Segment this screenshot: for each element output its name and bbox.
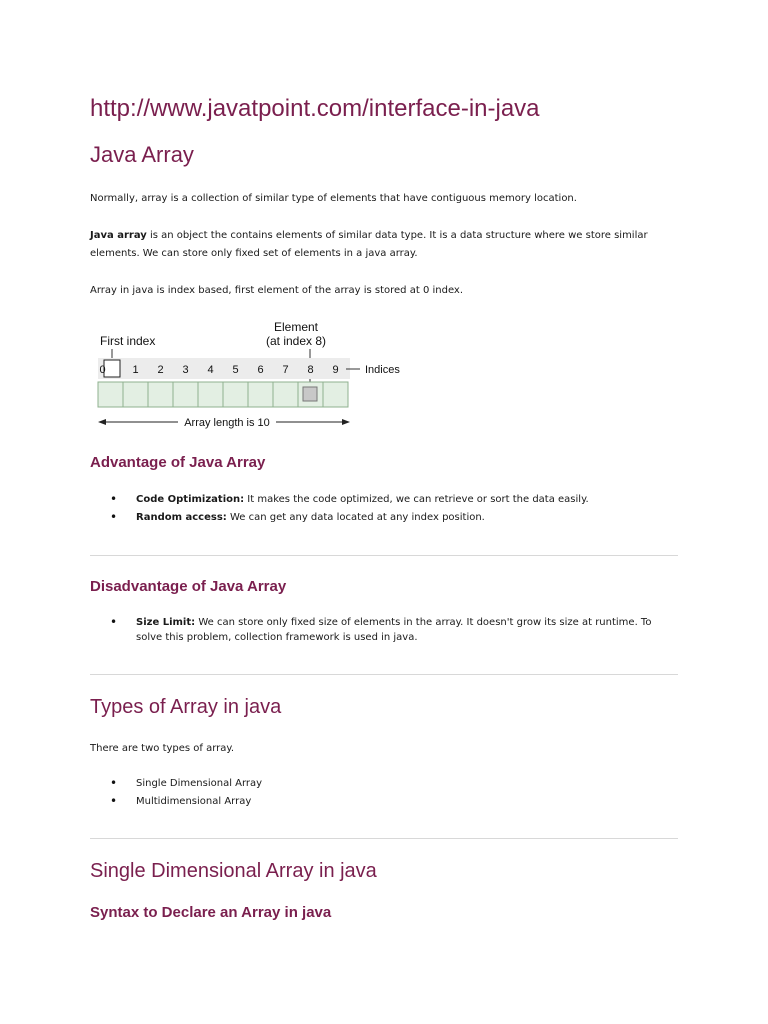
url-heading[interactable]: http://www.javatpoint.com/interface-in-java — [90, 95, 540, 122]
list-item: • Single Dimensional Array — [90, 776, 671, 791]
first-index-label: First index — [100, 334, 156, 348]
array-diagram — [90, 318, 420, 438]
index-label: 6 — [257, 364, 264, 376]
first-index-box — [104, 360, 120, 377]
array-cell — [198, 382, 223, 407]
definition-text: is an object the contains elements of similar data type. It is a data structure where we store similar elements. We can store only fixed set of elements in a java array. — [90, 230, 648, 259]
index-label: 5 — [232, 364, 239, 376]
definition-paragraph — [90, 227, 678, 263]
array-cell — [323, 382, 348, 407]
array-cell — [123, 382, 148, 407]
item-bold: Random access: — [136, 512, 227, 523]
item-bold: Size Limit: — [136, 617, 196, 628]
list-item — [90, 492, 671, 507]
types-heading: Types of Array in java — [90, 696, 282, 718]
index-label: 4 — [207, 364, 214, 376]
array-cell — [173, 382, 198, 407]
divider — [90, 838, 678, 839]
item-text: It makes the code optimized, we can retrieve or sort the data easily. — [244, 494, 589, 505]
index-label: 0 — [99, 364, 106, 376]
syntax-subheading: Syntax to Declare an Array in java — [90, 904, 332, 921]
indices-label: Indices — [365, 364, 400, 376]
index-note-paragraph: Array in java is index based, first element of the array is stored at 0 index. — [90, 285, 464, 296]
intro-paragraph: Normally, array is a collection of similar type of elements that have contiguous memory location. — [90, 193, 577, 204]
item-text: We can store only fixed size of elements in the array. It doesn't grow its size at runtime. To solve this problem, collection framework is used in java. — [136, 617, 652, 643]
page-title: Java Array — [90, 142, 194, 167]
array-length-label: Array length is 10 — [184, 417, 270, 429]
types-intro: There are two types of array. — [90, 743, 235, 754]
array-cell — [223, 382, 248, 407]
index-label: 7 — [282, 364, 289, 376]
array-cell — [248, 382, 273, 407]
element-at-index-8 — [303, 387, 317, 401]
divider — [90, 674, 678, 675]
list-item: • Multidimensional Array — [90, 794, 671, 809]
list-item — [90, 615, 671, 645]
index-label: 9 — [332, 364, 339, 376]
item-text: We can get any data located at any index position. — [226, 512, 485, 523]
index-label: 2 — [157, 364, 164, 376]
array-cell — [273, 382, 298, 407]
types-list — [90, 776, 671, 812]
array-cell — [98, 382, 123, 407]
index-label: 8 — [307, 364, 314, 376]
array-cell — [148, 382, 173, 407]
definition-bold: Java array — [90, 230, 147, 241]
element-label-line2: (at index 8) — [265, 334, 327, 348]
item-bold: Code Optimization: — [136, 494, 245, 505]
advantage-heading: Advantage of Java Array — [90, 454, 266, 471]
index-label: 1 — [132, 364, 139, 376]
advantage-list — [90, 492, 671, 528]
single-dimensional-heading: Single Dimensional Array in java — [90, 860, 377, 882]
element-label-line1: Element — [273, 320, 319, 334]
index-label: 3 — [182, 364, 189, 376]
disadvantage-list — [90, 615, 671, 648]
disadvantage-heading: Disadvantage of Java Array — [90, 578, 287, 595]
list-item — [90, 510, 671, 525]
divider — [90, 555, 678, 556]
